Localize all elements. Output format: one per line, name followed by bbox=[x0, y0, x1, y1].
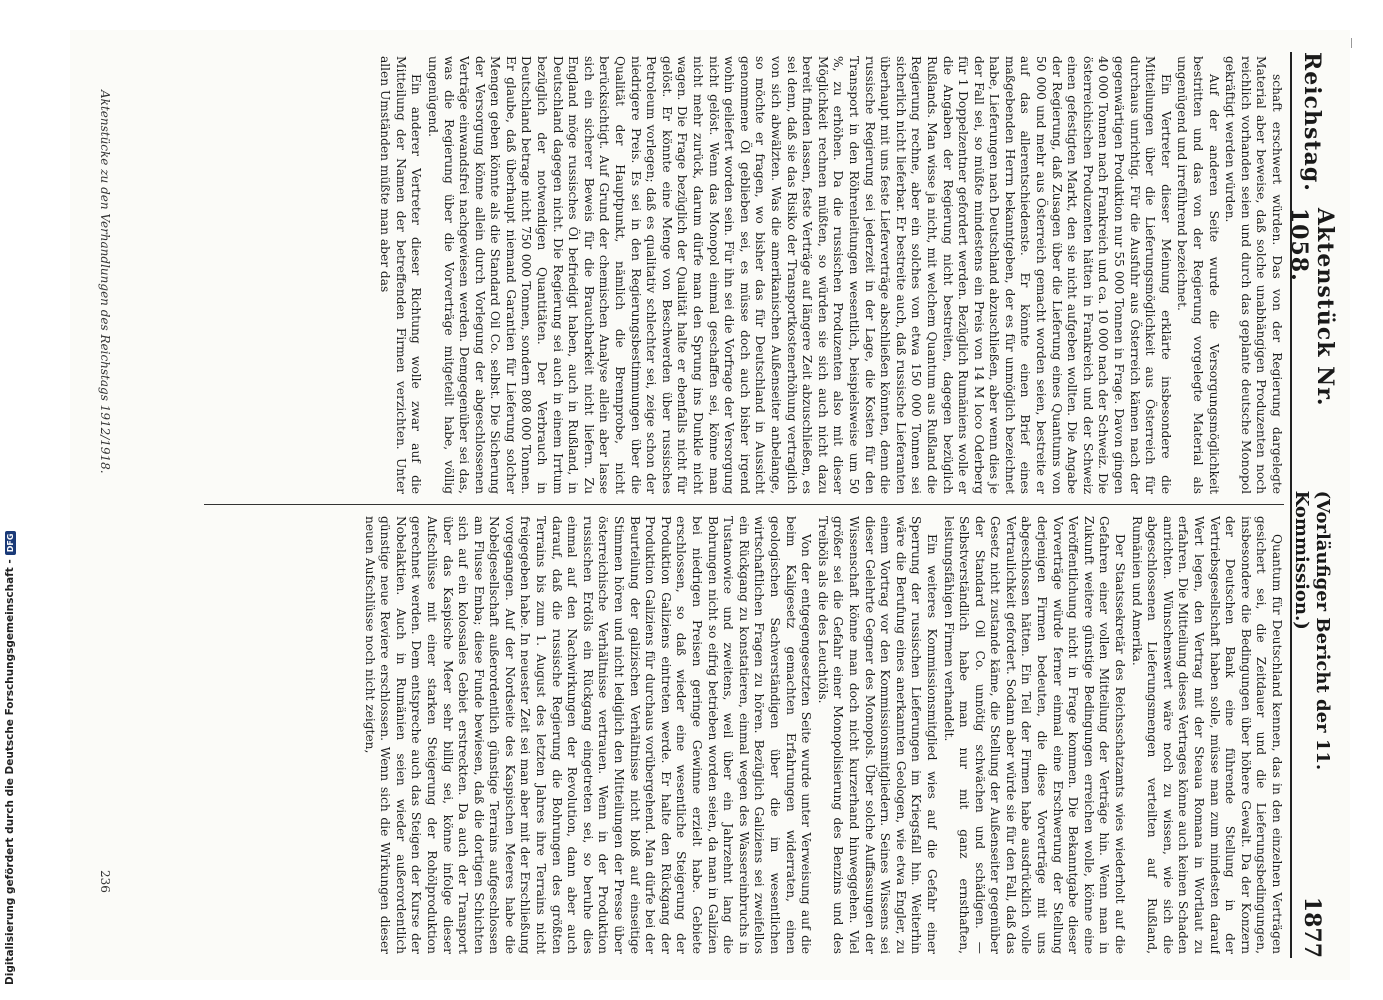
header-reichstag: Reichstag. bbox=[1299, 52, 1325, 192]
paragraph: schaft erschwert würden. Das von der Regierung dargelegte Material aber beweise, daß solche unabhängigen Produzenten noch reichlich vorhanden seien und durch das geplante deutsche Monopol gekräftigt werden würden. bbox=[1223, 56, 1284, 494]
footer-sheet-number: 236 bbox=[98, 870, 112, 893]
scan-mark bbox=[1351, 38, 1352, 48]
dfg-logo-icon: DFG bbox=[5, 531, 16, 556]
paragraph: Ein Vertreter dieser Meinung erklärte insbesondere die Mitteilungen über die Lieferungsmöglichkeit aus Österreich für durchaus unrichtig. Für die Ausfuhr aus Österreich kämen nach der gegenwärtigen Produktion nur 55 000 Tonnen in Frage. Davon gingen 40 000 Tonnen nach Frankreich und ca. 10 000 nach der Schweiz. Die österreichischen Produzenten hätten in Frankreich und der Schweiz einen gefestigten Markt, den sie nicht aufgeben wollten. Die Angabe der Regierung, daß Zusagen über die Lieferung eines Quantums von 50 000 und mehr aus Österreich gemacht worden seien, bestreite er auf das allerentschiedenste. Er könnte einen Brief eines maßgebenden Herrn bekanntgeben, der es für unmöglich bezeichnet habe, Lieferungen nach Deutschland abzuschließen, aber wenn dies je der Fall sei, so müßte mindestens ein Preis von 14 M loco Oderberg für 1 Doppelzentner gefordert werden. Bezüglich Rumäniens wolle er die Angaben der Regierung nicht bestreiten, dagegen bezüglich Rußlands. Man wisse ja nicht, mit welchem Quantum aus Rußland die Regierung rechne, aber ein solches von etwa 150 000 Tonnen sei sicherlich nicht lieferbar. Er bestreite auch, daß russische Lieferanten überhaupt mit uns feste Lieferverträge abschließen könnten, denn die russische Regierung sei jederzeit in der Lage, die Kosten für den Transport in den Röhrenleitungen wesentlich, beispielsweise um 50 %, zu erhöhen. Da die russischen Produzenten also mit dieser Möglichkeit rechnen müßten, so würden sie sich auch nicht dazu bereit finden lassen, feste Verträge auf längere Zeit abzuschließen, es sei denn, daß sie das Risiko der Transportkostenerhöhung vertraglich von sich abwälzten. Was die amerikanischen Außenseiter anbelange, so möchte er fragen, wo bisher das für Deutschland in Aussicht genommene Öl geblieben sei, es müsse doch auch bisher irgend wohin geliefert worden sein. Für ihn sei die Vorfrage der Versorgung nicht gelöst. Wenn das Monopol einmal geschaffen sei, könne man nicht mehr zurück, darum dürfe man den Sprung ins Dunkle nicht wagen. Die Frage bezüglich der Qualität halte er ebenfalls nicht für gelöst. Er könnte eine Menge von Beschwerden über russisches Petroleum vorlegen; daß es qualitativ schlechter sei, zeige schon der niedrigere Preis. Es sei in den Regierungsbestimmungen über die Qualität der Hauptpunkt, nämlich die Brennprobe, nicht berücksichtigt. Auf Grund der chemischen Analyse allein aber lasse sich ein sicherer Beweis für die Brauchbarkeit nicht liefern. Zu England möge russisches Öl befriedigt haben, auch in Rußland, in Deutschland dagegen nicht. Die Regierung sei auch in einem Irrtum bezüglich der notwendigen Quantitäten. Der Verbrauch in Deutschland betrage nicht 750 000 Tonnen, sondern 808 000 Tonnen. Er glaube, daß überhaupt niemand Garantien für Lieferung solcher Mengen geben könnte als die Standard Oil Co. selbst. Die Sicherung der Versorgung könne allein durch Vorlegung der abgeschlossenen Verträge einwandsfrei nachgewiesen werden. Demgegenüber sei das, was die Regierung über die Vorverträge mitgeteilt habe, völlig ungenügend. bbox=[425, 56, 1173, 494]
paragraph: Quantum für Deutschland kennen, das in den einzelnen Verträgen gesichert sei, die Zeitdauer und die Lieferungsbedingungen, insbesondere die Bedingungen über höhere Gewalt. Da der Konzern der Deutschen Bank eine führende Stellung in der Vertriebsgesellschaft haben solle, müsse man zum mindesten darauf Wert legen, den Vertrag mit der Steaua Romana in Wortlaut zu erfahren. Die Mitteilung dieses Vertrages könne auch keinen Schaden anrichten. Wünschenswert wäre noch zu wissen, wie sich die abgeschlossenen Lieferungsmengen verteilten auf Rußland, Rumänien und Amerika. bbox=[1129, 516, 1284, 954]
header-page-number: 1877 bbox=[1299, 896, 1325, 958]
paragraph: Ein anderer Vertreter dieser Richtung wolle zwar auf die Mitteilung der Namen der betreffenden Firmen verzichten. Unter allen Umständen müßte man aber das bbox=[378, 56, 424, 494]
column-divider bbox=[204, 504, 1284, 505]
left-column bbox=[124, 56, 1284, 494]
paragraph: Von der entgegengesetzten Seite wurde unter Verweisung auf die beim Kaligesetz gemachten Erfahrungen widerraten, einen geologischen Sachverständigen über die im wesentlichen wirtschaftlichen Fragen zu hören. Bezüglich Galiziens sei zweifellos ein Rückgang zu konstatieren, einmal wegen des Wassereinbruchs in Tustanowice und zweitens, weil über ein Jahrzehnt lang die Bohrungen nicht so eifrig betrieben worden seien, da man in Galizien bei niedrigen Preisen geringe Gewinne erzielt habe. Gebiete erschlossen, so daß wieder eine wesentliche Steigerung der Produktion Galiziens eintreten werde. Er halte den Rückgang der Produktion Galiziens für durchaus vorübergehend. Man dürfe bei der Beurteilung der galizischen Verhältnisse nicht bloß auf einseitige Stimmen hören und nicht lediglich den Mitteilungen der Presse über österreichische Verhältnisse vertrauen. Wenn in der Produktion russischen Erdöls ein Rückgang eingetreten sei, so beruhe dies einmal auf den Nachwirkungen der Revolution, dann aber auch darauf, daß die russische Regierung die Bohrungen des größten Terrains bis zum 1. August des letzten Jahres ihre Terrains nicht freigegeben habe. In neuester Zeit sei man aber mit der Erschließung vorgegangen. Auf der Nordseite des Kaspischen Meeres habe die Nobelgesellschaft außerordentlich günstige Terrains aufgeschlossen am Flusse Emba; diese Funde bewiesen, daß die dortigen Schichten sich auf ein kolossales Gebiet erstreckten. Da auch der Transport über das Kaspische Meer sehr billig sei, könne infolge dieser Aufschlüsse mit einer starken Steigerung der Rohölproduktion gerechnet werden. Dem entspreche auch das Steigen der Kurse der Nobelaktien. Auch in Rumänien seien wieder außerordentlich günstige neue Reviere erschlossen. Wenn sich die Wirkungen dieser neuen Aufschlüsse noch nicht zeigten, bbox=[362, 516, 814, 954]
paragraph: Ein weiteres Kommissionsmitglied wies auf die Gefahr einer Sperrung der russischen Lieferungen im Kriegsfall hin. Weiterhin wäre die Berufung eines anerkannten Geologen, wie etwa Engler, zu einem Vortrag vor den Kommissionsmitgliedern. Seines Wissens sei dieser Gelehrte Gegner des Monopols. Über solche Auffassungen der Wissenschaft könne man doch nicht kurzerhand hinweggehen. Viel größer sei die Gefahr einer Monopolisierung des Benzins und des Treiböls als die des Leuchtöls. bbox=[815, 516, 939, 954]
paragraph: Der Staatssekretär des Reichsschatzamts wies wiederholt auf die Gefahren einer vollen Mitteilung der Verträge hin. Wenn man in Zukunft weitere günstige Bedingungen erreichen wolle, könne eine Veröffentlichung nicht in Frage kommen. Die Bekanntgabe dieser Vorverträge würde ferner einmal eine Erschwerung der Stellung derjenigen Firmen bedeuten, die diese Vorverträge mit uns abgeschlossen hätten. Ein Teil der Firmen habe ausdrücklich volle Vertraulichkeit gefordert. Sodann aber würde sie für den Fall, daß das Gesetz nicht zustande käme, die Stellung der Außenseiter gegenüber der Standard Oil Co. unnötig schwächen und schädigen. — Selbstverständlich habe man nur mit ganz ernsthaften, leistungsfähigen Firmen verhandelt. bbox=[941, 516, 1128, 954]
page-header bbox=[1286, 52, 1338, 958]
header-subtitle: (Vorläufiger Bericht der 11. Kommission.) bbox=[1291, 490, 1333, 771]
paragraph: Auf der anderen Seite wurde die Versorgungsmöglichkeit bestritten und das von der Regierung vorgelegte Material als ungenügend und irreführend bezeichnet. bbox=[1175, 56, 1221, 494]
header-title: Aktenstück Nr. 1058. bbox=[1286, 207, 1338, 407]
right-column bbox=[124, 516, 1284, 954]
document-page bbox=[70, 30, 1350, 980]
digitization-credit bbox=[4, 531, 16, 985]
credit-text: Digitalisierung gefördert durch die Deutsche Forschungsgemeinschaft - bbox=[4, 559, 16, 985]
footer-publication: Aktenstücke zu den Verhandlungen des Reichstags 1912/1918. bbox=[98, 90, 112, 474]
